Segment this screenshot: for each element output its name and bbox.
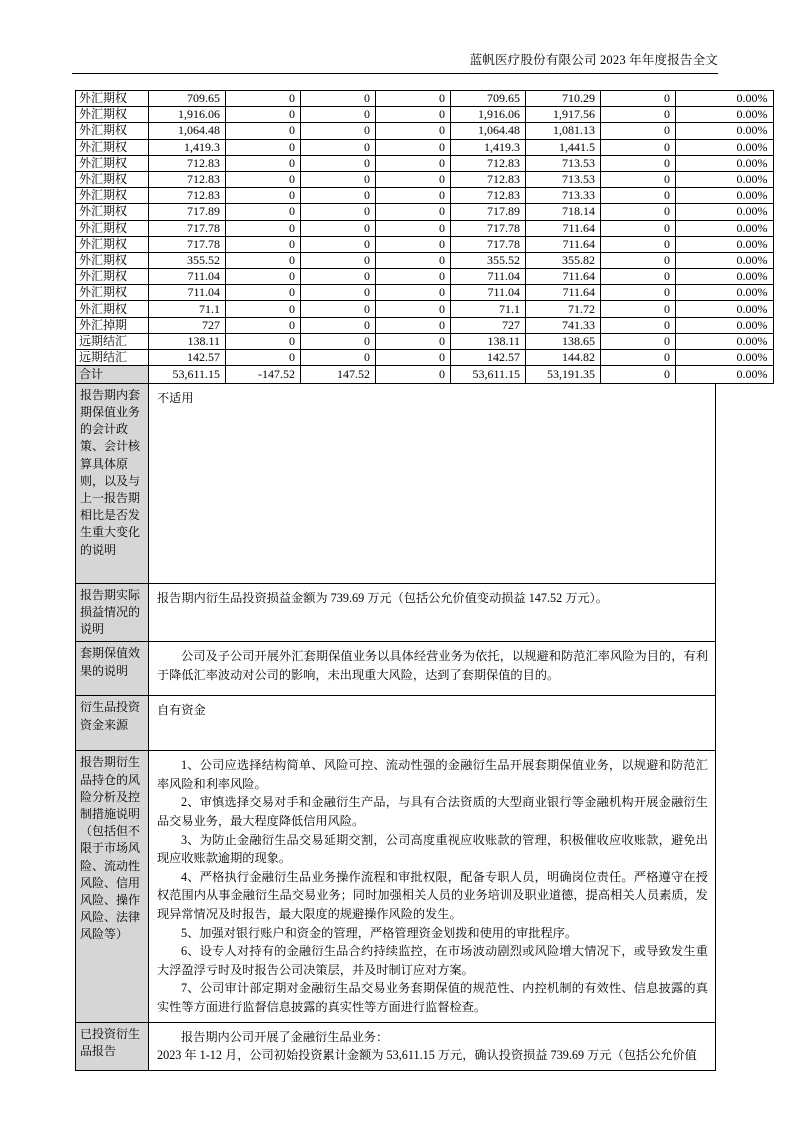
row-instrument-label: 外汇掉期: [76, 317, 149, 333]
cell-c6: 355.82: [526, 252, 601, 268]
rowbody-actual-pnl: [149, 583, 716, 642]
table-row: [76, 107, 774, 123]
cell-c3: 0: [301, 236, 376, 252]
cell-c5: 1,419.3: [451, 139, 526, 155]
cell-c8: 0.00%: [676, 155, 774, 171]
cell-c6: 1,081.13: [526, 123, 601, 139]
cell-c4: 0: [376, 123, 451, 139]
cell-c4: 0: [376, 139, 451, 155]
cell-c6: 713.53: [526, 155, 601, 171]
rowhead-invested-report: 已投资衍生品报告: [76, 1022, 149, 1070]
invested-report-line1: 报告期内公司开展了金融衍生品业务：: [181, 1029, 389, 1044]
cell-c8: 0.00%: [676, 252, 774, 268]
funding-source-text: 自有资金: [157, 703, 206, 718]
cell-c7: 0: [601, 333, 676, 349]
cell-c7: 0: [601, 220, 676, 236]
cell-c3: 0: [301, 220, 376, 236]
cell-c6: 711.64: [526, 269, 601, 285]
table-row: [76, 91, 774, 107]
cell-c7: 0: [601, 155, 676, 171]
cell-c4: 0: [376, 91, 451, 107]
cell-c6: 138.65: [526, 333, 601, 349]
risk-control-item: 2、审慎选择交易对手和金融衍生产品，与具有合法资质的大型商业银行等金融机构开展金融衍生品交易业务，最大程度降低信用风险。: [157, 795, 708, 829]
table-row: [76, 252, 774, 268]
risk-control-item: 6、设专人对持有的金融衍生品合约持续监控，在市场波动剧烈或风险增大情况下，或导致发生重大浮盈浮亏时及时报告公司决策层，并及时制订应对方案。: [157, 944, 708, 977]
row-instrument-label: 外汇期权: [76, 171, 149, 187]
cell-c5: 712.83: [451, 188, 526, 204]
cell-c6: 71.72: [526, 301, 601, 317]
hedge-effect-text: 公司及子公司开展外汇套期保值业务以具体经营业务为依托，以规避和防范汇率风险为目的，有利于降低汇率波动对公司的影响，未出现重大风险，达到了套期保值的目的。: [157, 649, 708, 682]
risk-control-list: [157, 756, 708, 1016]
cell-c3: 0: [301, 171, 376, 187]
cell-c5: 712.83: [451, 155, 526, 171]
cell-c2: 0: [226, 220, 301, 236]
cell-c3: 0: [301, 204, 376, 220]
cell-c1: 138.11: [149, 333, 226, 349]
table-row-total: [76, 366, 774, 384]
cell-c2: 0: [226, 269, 301, 285]
cell-c8: 0.00%: [676, 171, 774, 187]
accounting-policy-text: 不适用: [157, 390, 194, 405]
cell-c2: 0: [226, 107, 301, 123]
cell-c3: 0: [301, 301, 376, 317]
cell-c6: 741.33: [526, 317, 601, 333]
cell-c3: 0: [301, 91, 376, 107]
risk-control-item: 5、加强对银行账户和资金的管理，严格管理资金划拨和使用的审批程序。: [181, 925, 578, 940]
row-instrument-label: 外汇期权: [76, 301, 149, 317]
table-row-risk-control: [76, 751, 774, 1022]
cell-c8: 0.00%: [676, 204, 774, 220]
cell-c7: 0: [601, 123, 676, 139]
cell-c1: 712.83: [149, 171, 226, 187]
rowbody-hedge-effect: [149, 642, 716, 696]
cell-c4: 0: [376, 171, 451, 187]
total-label: 合计: [76, 366, 149, 384]
cell-c5: 712.83: [451, 171, 526, 187]
table-row-accounting-policy: [76, 383, 774, 583]
cell-c2: -147.52: [226, 366, 301, 384]
cell-c4: 0: [376, 236, 451, 252]
cell-c4: 0: [376, 269, 451, 285]
cell-c1: 71.1: [149, 301, 226, 317]
table-row-hedge-effect: [76, 642, 774, 696]
row-instrument-label: 外汇期权: [76, 123, 149, 139]
derivatives-table: [75, 90, 774, 1071]
cell-c1: 717.78: [149, 220, 226, 236]
cell-c3: 0: [301, 269, 376, 285]
cell-c3: 0: [301, 350, 376, 366]
invested-report-line2: 2023 年 1-12 月，公司初始投资累计金额为 53,611.15 万元，确认投资损益 739.69 万元（包括公允价值: [157, 1048, 697, 1063]
cell-c2: 0: [226, 139, 301, 155]
cell-c8: 0.00%: [676, 220, 774, 236]
cell-c4: 0: [376, 317, 451, 333]
cell-c7: 0: [601, 252, 676, 268]
cell-c4: 0: [376, 220, 451, 236]
cell-c5: 355.52: [451, 252, 526, 268]
row-instrument-label: 远期结汇: [76, 333, 149, 349]
cell-c6: 144.82: [526, 350, 601, 366]
cell-c8: 0.00%: [676, 333, 774, 349]
cell-c7: 0: [601, 139, 676, 155]
cell-c4: 0: [376, 301, 451, 317]
row-instrument-label: 外汇期权: [76, 91, 149, 107]
table-row: [76, 155, 774, 171]
cell-c1: 1,064.48: [149, 123, 226, 139]
cell-c4: 0: [376, 252, 451, 268]
cell-c7: 0: [601, 366, 676, 384]
cell-c1: 712.83: [149, 188, 226, 204]
cell-c2: 0: [226, 317, 301, 333]
cell-c1: 1,916.06: [149, 107, 226, 123]
cell-c2: 0: [226, 236, 301, 252]
cell-c6: 711.64: [526, 220, 601, 236]
derivatives-numeric-rows: [76, 91, 774, 384]
cell-c1: 709.65: [149, 91, 226, 107]
cell-c7: 0: [601, 269, 676, 285]
cell-c1: 355.52: [149, 252, 226, 268]
cell-c2: 0: [226, 123, 301, 139]
table-row: [76, 204, 774, 220]
table-row: [76, 269, 774, 285]
cell-c4: 0: [376, 188, 451, 204]
row-instrument-label: 外汇期权: [76, 269, 149, 285]
cell-c4: 0: [376, 366, 451, 384]
table-row: [76, 350, 774, 366]
page-running-header: 蓝帆医疗股份有限公司 2023 年年度报告全文: [469, 53, 718, 67]
cell-c8: 0.00%: [676, 366, 774, 384]
row-instrument-label: 外汇期权: [76, 204, 149, 220]
cell-c8: 0.00%: [676, 91, 774, 107]
table-row: [76, 220, 774, 236]
cell-c1: 53,611.15: [149, 366, 226, 384]
cell-c2: 0: [226, 204, 301, 220]
header-rule: [72, 73, 718, 74]
cell-c7: 0: [601, 204, 676, 220]
cell-c3: 147.52: [301, 366, 376, 384]
cell-c3: 0: [301, 139, 376, 155]
table-row-funding-source: [76, 696, 774, 751]
rowhead-actual-pnl: 报告期实际损益情况的说明: [76, 583, 149, 642]
cell-c1: 717.78: [149, 236, 226, 252]
cell-c1: 711.04: [149, 285, 226, 301]
cell-c5: 709.65: [451, 91, 526, 107]
cell-c5: 711.04: [451, 285, 526, 301]
table-row: [76, 317, 774, 333]
rowhead-hedge-effect: 套期保值效果的说明: [76, 642, 149, 696]
cell-c4: 0: [376, 285, 451, 301]
cell-c7: 0: [601, 301, 676, 317]
rowhead-funding-source: 衍生品投资资金来源: [76, 696, 149, 751]
table-row: [76, 123, 774, 139]
cell-c7: 0: [601, 91, 676, 107]
cell-c1: 727: [149, 317, 226, 333]
table-row-actual-pnl: [76, 583, 774, 642]
rowhead-accounting-policy: 报告期内套期保值业务的会计政策、会计核算具体原则，以及与上一报告期相比是否发生重大变化的说明: [76, 383, 149, 583]
cell-c5: 711.04: [451, 269, 526, 285]
cell-c6: 718.14: [526, 204, 601, 220]
cell-c1: 717.89: [149, 204, 226, 220]
cell-c8: 0.00%: [676, 107, 774, 123]
cell-c5: 727: [451, 317, 526, 333]
cell-c5: 717.89: [451, 204, 526, 220]
cell-c5: 717.78: [451, 220, 526, 236]
row-instrument-label: 外汇期权: [76, 155, 149, 171]
row-instrument-label: 外汇期权: [76, 220, 149, 236]
cell-c3: 0: [301, 188, 376, 204]
table-row: [76, 285, 774, 301]
cell-c6: 710.29: [526, 91, 601, 107]
row-instrument-label: 外汇期权: [76, 107, 149, 123]
risk-control-item: 1、公司应选择结构简单、风险可控、流动性强的金融衍生品开展套期保值业务，以规避和防范汇率风险和利率风险。: [157, 758, 708, 791]
cell-c7: 0: [601, 317, 676, 333]
cell-c7: 0: [601, 350, 676, 366]
cell-c6: 711.64: [526, 236, 601, 252]
cell-c5: 717.78: [451, 236, 526, 252]
cell-c3: 0: [301, 317, 376, 333]
table-row: [76, 171, 774, 187]
row-instrument-label: 外汇期权: [76, 252, 149, 268]
table-row: [76, 301, 774, 317]
table-row: [76, 236, 774, 252]
cell-c8: 0.00%: [676, 317, 774, 333]
cell-c1: 712.83: [149, 155, 226, 171]
cell-c1: 142.57: [149, 350, 226, 366]
cell-c8: 0.00%: [676, 188, 774, 204]
cell-c3: 0: [301, 285, 376, 301]
row-instrument-label: 外汇期权: [76, 236, 149, 252]
cell-c4: 0: [376, 155, 451, 171]
derivatives-text-rows: [76, 383, 774, 1070]
cell-c7: 0: [601, 236, 676, 252]
cell-c3: 0: [301, 252, 376, 268]
cell-c4: 0: [376, 350, 451, 366]
cell-c4: 0: [376, 333, 451, 349]
cell-c7: 0: [601, 171, 676, 187]
risk-control-item: 7、公司审计部定期对金融衍生品交易业务套期保值的规范性、内控机制的有效性、信息披露的真实性等方面进行监督信息披露的真实性等方面进行监督检查。: [157, 981, 708, 1015]
cell-c2: 0: [226, 188, 301, 204]
cell-c6: 53,191.35: [526, 366, 601, 384]
actual-pnl-text: 报告期内衍生品投资损益金额为 739.69 万元（包括公允价值变动损益 147.52 万元）。: [157, 590, 608, 605]
cell-c7: 0: [601, 107, 676, 123]
cell-c8: 0.00%: [676, 236, 774, 252]
cell-c8: 0.00%: [676, 139, 774, 155]
cell-c4: 0: [376, 107, 451, 123]
cell-c8: 0.00%: [676, 285, 774, 301]
cell-c2: 0: [226, 333, 301, 349]
table-row: [76, 139, 774, 155]
rowbody-funding-source: [149, 696, 716, 751]
cell-c8: 0.00%: [676, 301, 774, 317]
table-row: [76, 188, 774, 204]
cell-c3: 0: [301, 123, 376, 139]
cell-c5: 1,064.48: [451, 123, 526, 139]
cell-c8: 0.00%: [676, 123, 774, 139]
cell-c5: 142.57: [451, 350, 526, 366]
cell-c1: 1,419.3: [149, 139, 226, 155]
cell-c2: 0: [226, 301, 301, 317]
cell-c6: 713.53: [526, 171, 601, 187]
rowbody-risk-control: [149, 751, 716, 1022]
cell-c7: 0: [601, 188, 676, 204]
risk-control-item: 3、为防止金融衍生品交易延期交割，公司高度重视应收账款的管理，积极催收应收账款，避免出现应收账款逾期的现象。: [157, 832, 708, 866]
cell-c5: 53,611.15: [451, 366, 526, 384]
cell-c2: 0: [226, 91, 301, 107]
row-instrument-label: 远期结汇: [76, 350, 149, 366]
cell-c7: 0: [601, 285, 676, 301]
rowhead-risk-control: 报告期衍生品持仓的风险分析及控制措施说明（包括但不限于市场风险、流动性风险、信用风险、操作风险、法律风险等）: [76, 751, 149, 1022]
cell-c5: 138.11: [451, 333, 526, 349]
row-instrument-label: 外汇期权: [76, 188, 149, 204]
cell-c2: 0: [226, 155, 301, 171]
row-instrument-label: 外汇期权: [76, 285, 149, 301]
rowbody-accounting-policy: [149, 383, 716, 583]
cell-c6: 711.64: [526, 285, 601, 301]
cell-c3: 0: [301, 107, 376, 123]
cell-c6: 1,917.56: [526, 107, 601, 123]
cell-c3: 0: [301, 333, 376, 349]
cell-c6: 1,441.5: [526, 139, 601, 155]
cell-c5: 71.1: [451, 301, 526, 317]
rowbody-invested-report: [149, 1022, 716, 1070]
cell-c2: 0: [226, 350, 301, 366]
cell-c4: 0: [376, 204, 451, 220]
risk-control-item: 4、严格执行金融衍生品业务操作流程和审批权限，配备专职人员，明确岗位责任。严格遵守在授权范围内从事金融衍生品交易业务；同时加强相关人员的业务培训及职业道德，提高相关人员素质，发现异常情况及时报告，最大限度的规避操作风险的发生。: [157, 869, 708, 922]
cell-c8: 0.00%: [676, 350, 774, 366]
cell-c8: 0.00%: [676, 269, 774, 285]
cell-c2: 0: [226, 171, 301, 187]
row-instrument-label: 外汇期权: [76, 139, 149, 155]
cell-c3: 0: [301, 155, 376, 171]
table-row-invested-report: [76, 1022, 774, 1070]
cell-c1: 711.04: [149, 269, 226, 285]
cell-c2: 0: [226, 252, 301, 268]
table-row: [76, 333, 774, 349]
cell-c6: 713.33: [526, 188, 601, 204]
cell-c5: 1,916.06: [451, 107, 526, 123]
cell-c2: 0: [226, 285, 301, 301]
